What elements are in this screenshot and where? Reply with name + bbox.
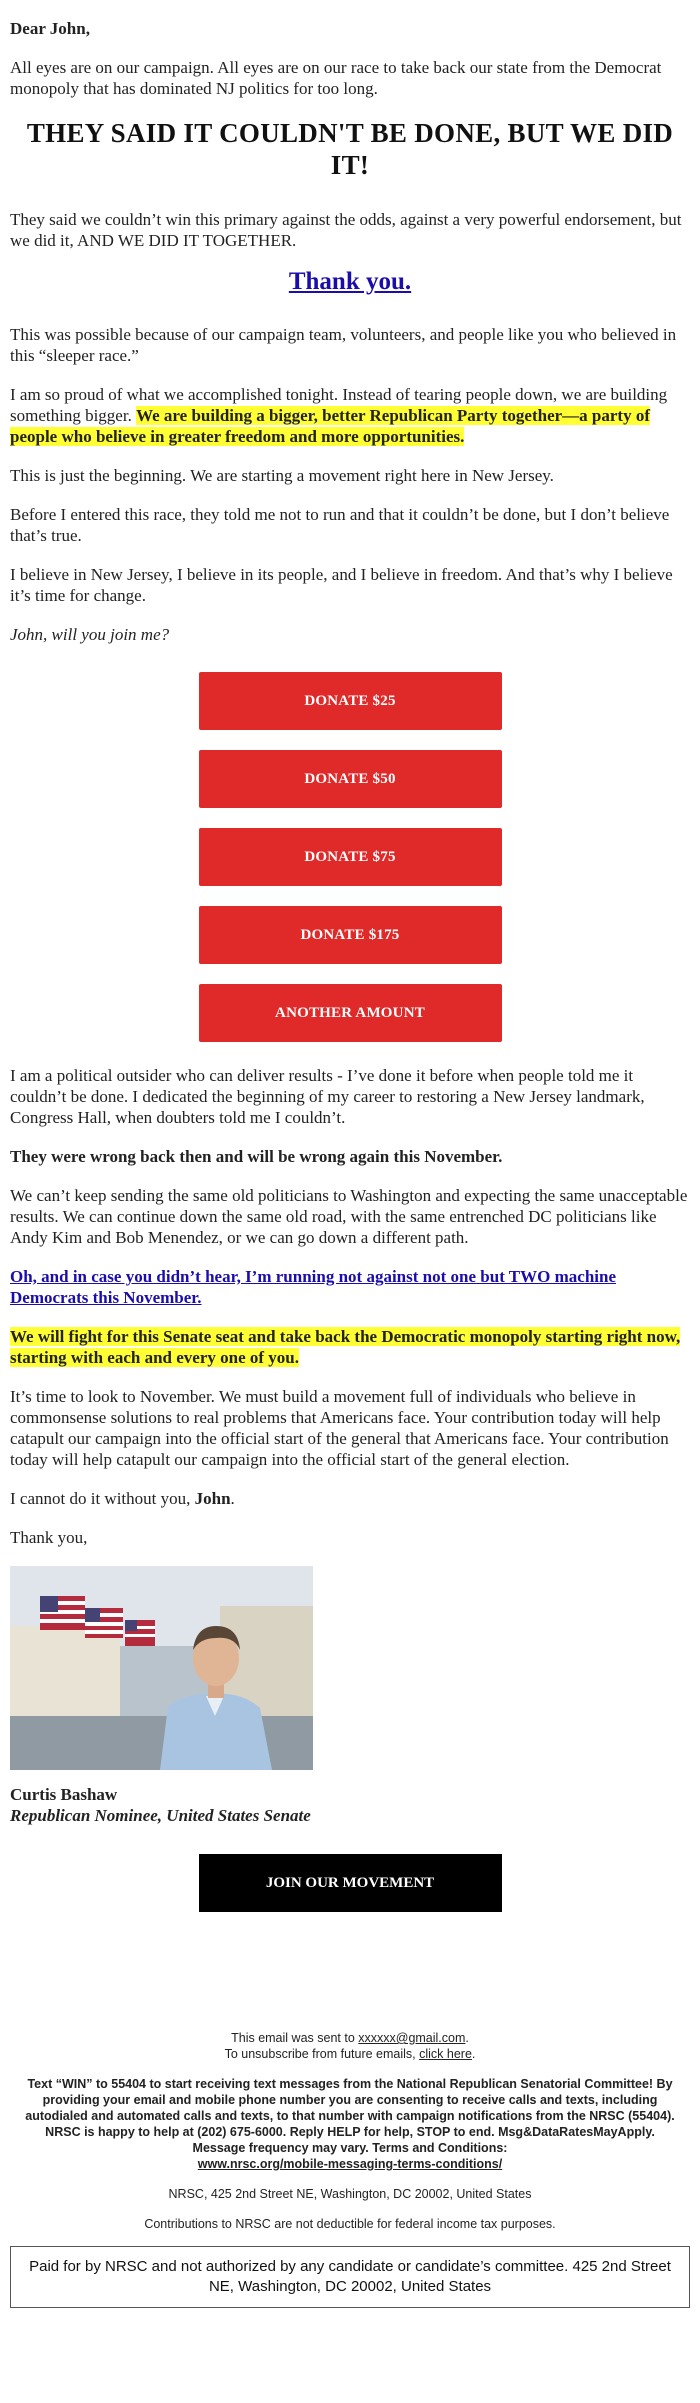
candidate-photo-illustration — [10, 1566, 313, 1770]
keep-paragraph: We can’t keep sending the same old politicians to Washington and expecting the same unacceptable results. We can continue down the same old road, with the same entrenched DC politicians like Andy Kim and Bob Menendez, or we can go down a different path. — [10, 1186, 688, 1247]
machine-democrats-paragraph — [10, 1266, 690, 1308]
primary-paragraph: They said we couldn’t win this primary against the odds, against a very powerful endorsement, but we did it, AND WE DID IT TOGETHER. — [10, 210, 682, 250]
outsider-paragraph: I am a political outsider who can deliver results - I’ve done it before when people told me it couldn’t be done. I dedicated the beginning of my career to restoring a New Jersey landmark, Congress Hall, when doubters told me I couldn’t. — [10, 1066, 645, 1127]
sent-to-line — [10, 2030, 690, 2046]
nrsc-address: NRSC, 425 2nd Street NE, Washington, DC 20002, United States — [168, 2187, 532, 2201]
before-paragraph: Before I entered this race, they told me not to run and that it couldn’t be done, but I don’t believe that’s true. — [10, 505, 670, 545]
email-body — [10, 0, 690, 2308]
candidate-photo — [10, 1566, 313, 1770]
proud-text: I am so proud of what we accomplished tonight. Instead of tearing people down, we are building something bigger. — [10, 385, 668, 425]
join-question: John, will you join me? — [10, 625, 170, 644]
wrong-paragraph: They were wrong back then and will be wrong again this November. — [10, 1147, 503, 1166]
proud-highlight: We are building a bigger, better Republican Party together—a party of people who believe in greater freedom and more opportunities. — [10, 406, 650, 446]
fight-paragraph — [10, 1326, 690, 1368]
beginning-paragraph: This is just the beginning. We are starting a movement right here in New Jersey. — [10, 466, 554, 485]
unsubscribe-line — [10, 2046, 690, 2062]
november-paragraph: It’s time to look to November. We must build a movement full of individuals who believe in commonsense solutions to real problems that Americans face. Your contribution today will help catapult our campaign into the official start of the general that Americans face. Your contribution today will help catapult our campaign into the official start of the general election. — [10, 1387, 669, 1469]
signer-name: Curtis Bashaw — [10, 1785, 118, 1804]
donate-another-amount-button[interactable]: ANOTHER AMOUNT — [199, 984, 502, 1042]
join-movement-button[interactable]: JOIN OUR MOVEMENT — [199, 1854, 502, 1912]
unsub-suffix: . — [471, 2047, 476, 2061]
tax-note: Contributions to NRSC are not deductible for federal income tax purposes. — [144, 2217, 556, 2231]
headline: THEY SAID IT COULDN'T BE DONE, BUT WE DID IT! — [26, 118, 674, 180]
intro-paragraph: All eyes are on our campaign. All eyes are on our race to take back our state from the Democrat monopoly that has dominated NJ politics for too long. — [10, 58, 662, 98]
donate-buttons — [10, 672, 690, 1042]
proud-paragraph — [10, 384, 690, 447]
paid-for-disclaimer: Paid for by NRSC and not authorized by any candidate or candidate’s committee. 425 2nd Street NE, Washington, DC 20002, United States — [10, 2246, 690, 2308]
cannot-text: I cannot do it without you, — [10, 1489, 195, 1508]
sms-disclaimer — [20, 2076, 680, 2172]
machine-democrats-link[interactable]: Oh, and in case you didn’t hear, I’m running not against not one but TWO machine Democrats this November. — [10, 1267, 616, 1307]
donate-25-button[interactable]: DONATE $25 — [199, 672, 502, 730]
donate-50-button[interactable]: DONATE $50 — [199, 750, 502, 808]
recipient-email-link[interactable]: xxxxxx@gmail.com — [358, 2031, 466, 2045]
cannot-paragraph — [10, 1488, 690, 1509]
unsubscribe-link[interactable]: click here — [419, 2047, 472, 2061]
unsub-prefix: To unsubscribe from future emails, — [224, 2047, 420, 2061]
thank-closing: Thank you, — [10, 1528, 88, 1547]
sms-text: Text “WIN” to 55404 to start receiving text messages from the National Republican Senatorial Committee! By providing your email and mobile phone number you are consenting to receive calls and texts, including autodialed and automated calls and texts, to that number with campaign notifications from the NRSC (55404). NRSC is happy to help at (202) 675-6000. Reply HELP for help, STOP to end. Msg&DataRatesMayApply. Message frequency may vary. Terms and Conditions: — [25, 2077, 675, 2155]
greeting: Dear John, — [10, 19, 90, 38]
donate-175-button[interactable]: DONATE $175 — [199, 906, 502, 964]
sms-terms-link[interactable]: www.nrsc.org/mobile-messaging-terms-conditions/ — [197, 2157, 503, 2171]
possible-paragraph: This was possible because of our campaign team, volunteers, and people like you who believed in this “sleeper race.” — [10, 325, 677, 365]
signer-title: Republican Nominee, United States Senate — [10, 1806, 311, 1825]
thank-you-heading — [10, 268, 690, 295]
donate-75-button[interactable]: DONATE $75 — [199, 828, 502, 886]
cannot-end: . — [230, 1489, 235, 1508]
thank-you-link[interactable]: Thank you. — [288, 268, 412, 295]
believe-paragraph: I believe in New Jersey, I believe in its people, and I believe in freedom. And that’s why I believe it’s time for change. — [10, 565, 673, 605]
email-footer — [10, 2030, 690, 2308]
cannot-name: John — [194, 1489, 231, 1508]
sent-to-suffix: . — [465, 2031, 469, 2045]
fight-highlight: We will fight for this Senate seat and take back the Democratic monopoly starting right now, starting with each and every one of you. — [10, 1327, 681, 1367]
sent-to-prefix: This email was sent to — [231, 2031, 359, 2045]
